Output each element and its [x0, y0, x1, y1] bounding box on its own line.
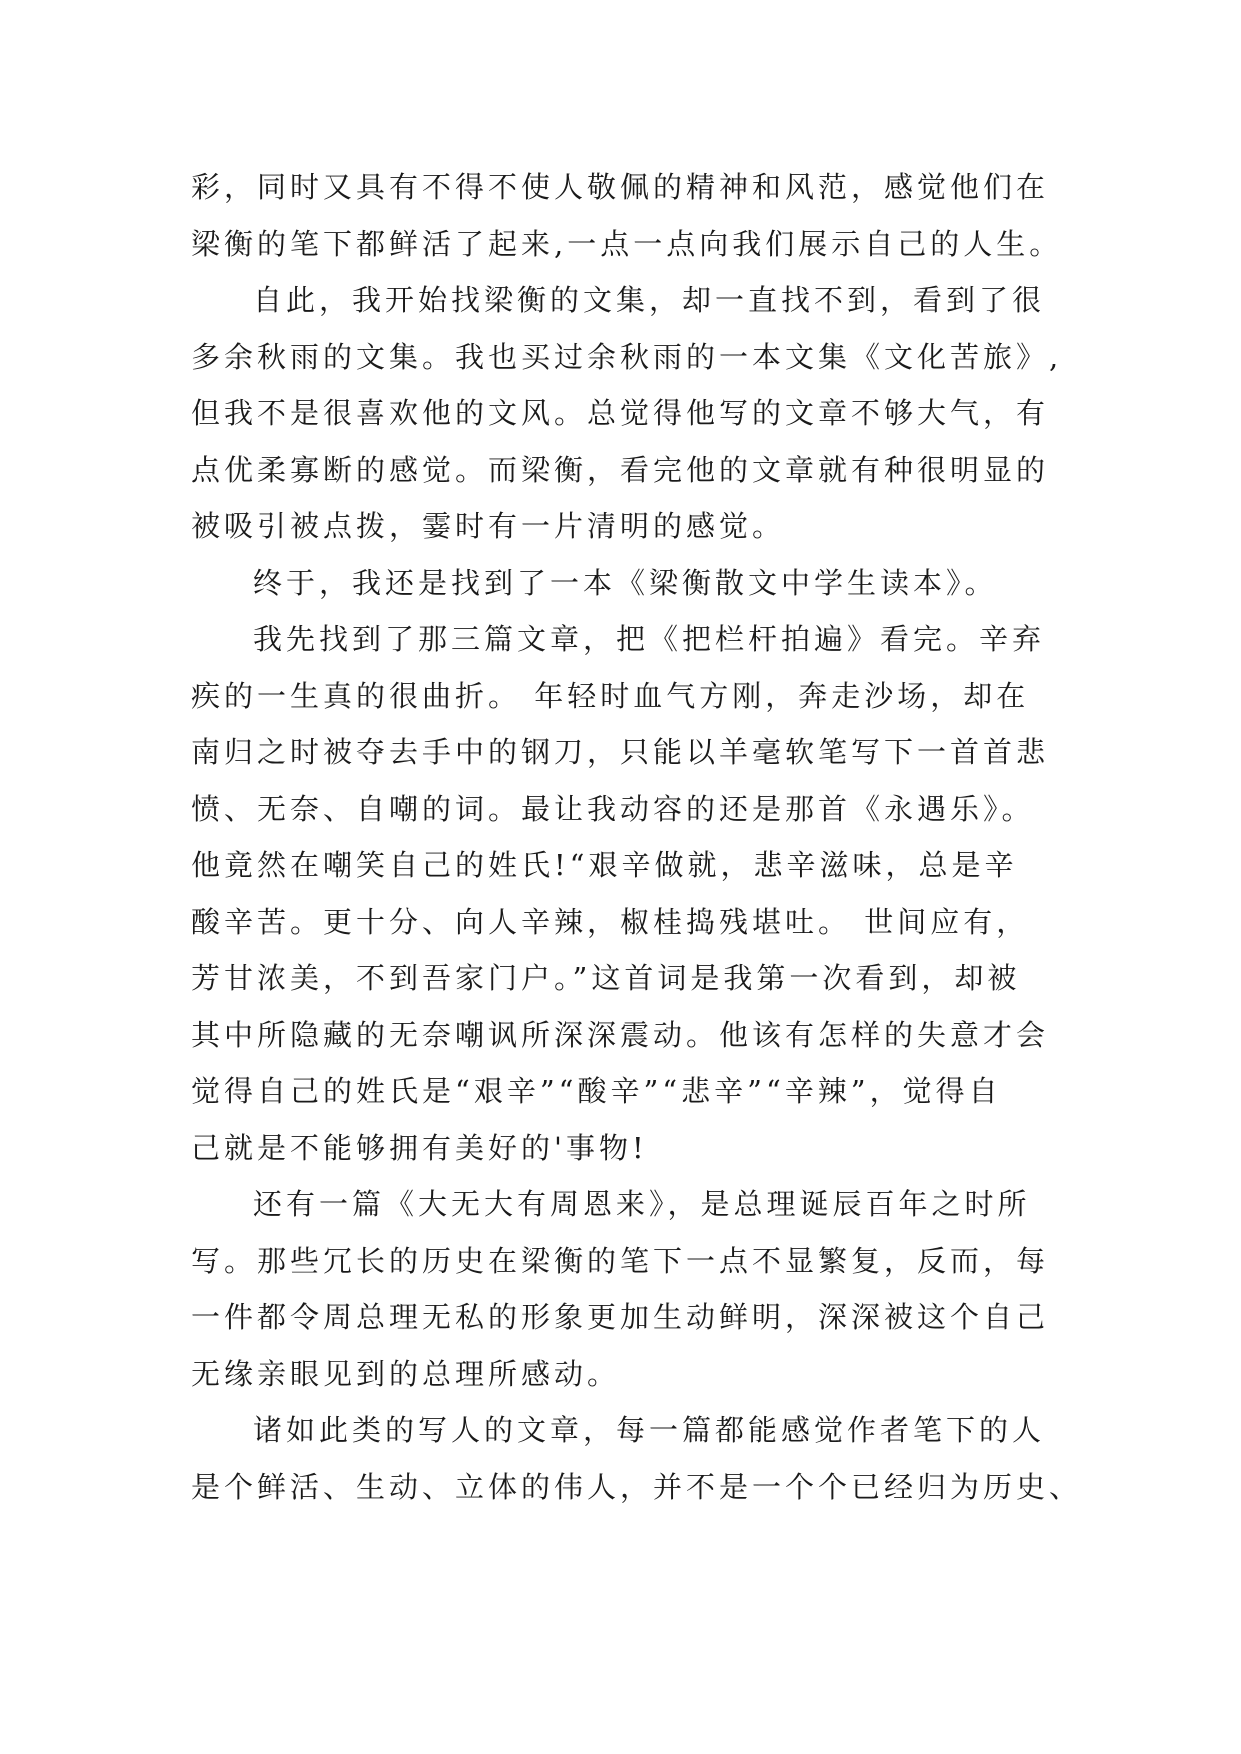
paragraph	[191, 272, 1091, 555]
text-line: 南归之时被夺去手中的钢刀，只能以羊毫软笔写下一首首悲	[191, 735, 1050, 769]
paragraph	[191, 611, 1091, 1176]
paragraph	[191, 1402, 1091, 1515]
text-line: 被吸引被点拨，霎时有一片清明的感觉。	[191, 509, 786, 543]
text-line: 其中所隐藏的无奈嘲讽所深深震动。他该有怎样的失意才会	[191, 1017, 1050, 1052]
paragraph	[191, 159, 1091, 272]
text-line: 自此，我开始找梁衡的文集，却一直找不到，看到了很	[253, 283, 1046, 317]
article-body	[191, 159, 1091, 1515]
text-line: 梁衡的笔下都鲜活了起来,一点一点向我们展示自己的人生。	[191, 226, 1063, 261]
text-line: 疾的一生真的很曲折。 年轻时血气方刚，奔走沙场，却在	[191, 678, 1030, 713]
text-line: 终于，我还是找到了一本《梁衡散文中学生读本》。	[253, 565, 998, 600]
text-line: 多余秋雨的文集。我也买过余秋雨的一本文集《文化苦旅》,	[191, 339, 1063, 374]
text-line: 我先找到了那三篇文章，把《把栏杆拍遍》看完。辛弃	[253, 622, 1046, 656]
text-line: 酸辛苦。更十分、向人辛辣，椒桂捣残堪吐。 世间应有，	[191, 904, 1030, 939]
text-line: 他竟然在嘲笑自己的姓氏!“艰辛做就，悲辛滋味，总是辛	[191, 848, 1018, 882]
text-line: 彩，同时又具有不得不使人敬佩的精神和风范，感觉他们在	[191, 170, 1050, 204]
text-line: 一件都令周总理无私的形象更加生动鲜明，深深被这个自己	[191, 1300, 1050, 1334]
text-line: 点优柔寡断的感觉。而梁衡，看完他的文章就有种很明显的	[191, 452, 1050, 487]
text-line: 是个鲜活、生动、立体的伟人，并不是一个个已经归为历史、	[191, 1469, 1083, 1504]
text-line: 但我不是很喜欢他的文风。总觉得他写的文章不够大气，有	[191, 396, 1050, 430]
text-line: 写。那些冗长的历史在梁衡的笔下一点不显繁复，反而，每	[191, 1243, 1050, 1278]
text-line: 己就是不能够拥有美好的'事物!	[191, 1130, 648, 1165]
paragraph	[191, 1176, 1091, 1402]
text-line: 还有一篇《大无大有周恩来》，是总理诞辰百年之时所	[253, 1187, 1031, 1221]
paragraph	[191, 555, 1091, 612]
text-line: 无缘亲眼见到的总理所感动。	[191, 1356, 621, 1391]
text-line: 愤、无奈、自嘲的词。最让我动容的还是那首《永遇乐》。	[191, 791, 1035, 826]
text-line: 芳甘浓美，不到吾家门户。”这首词是我第一次看到，却被	[191, 961, 1021, 995]
text-line: 诸如此类的写人的文章，每一篇都能感觉作者笔下的人	[253, 1413, 1046, 1447]
text-line: 觉得自己的姓氏是“艰辛”“酸辛”“悲辛”“辛辣”，觉得自	[191, 1074, 1002, 1108]
